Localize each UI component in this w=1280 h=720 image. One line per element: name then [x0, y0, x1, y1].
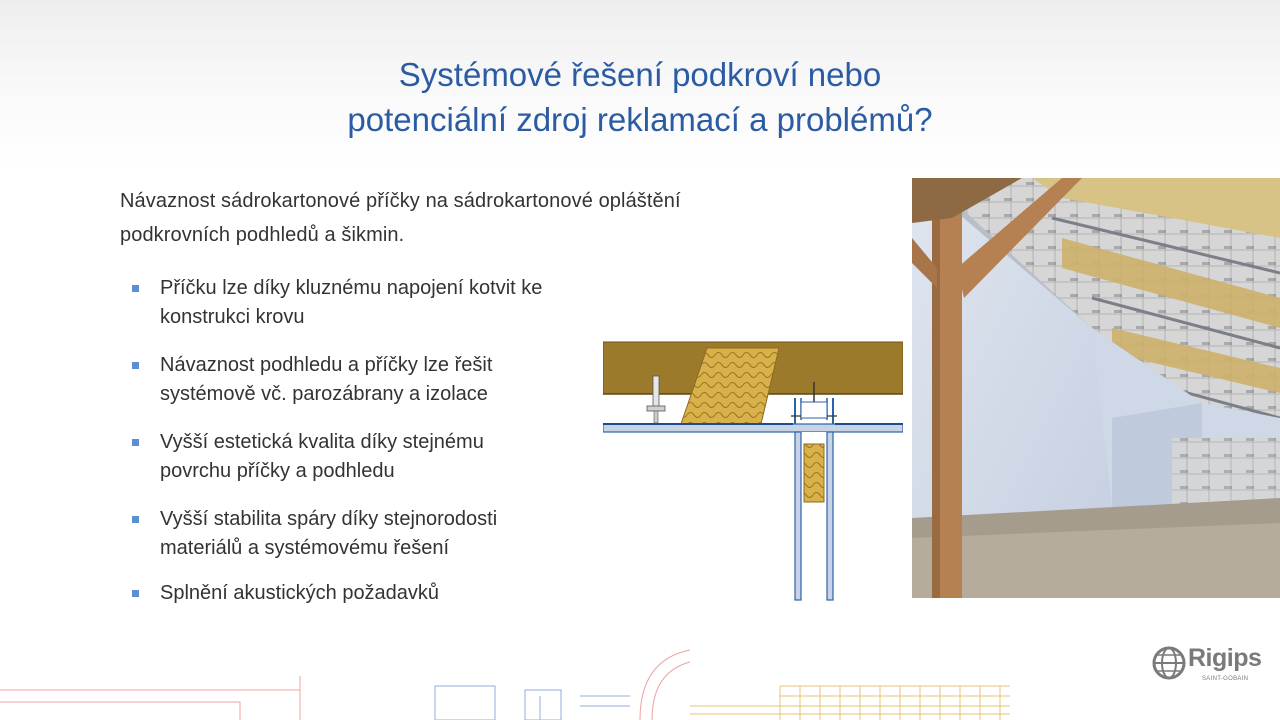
bullet-text — [160, 579, 580, 608]
bullet-square-icon — [132, 362, 139, 369]
bullet-line: konstrukci krovu — [160, 306, 305, 328]
bullet-text — [160, 428, 580, 486]
bullet-line: materiálů a systémovému řešení — [160, 537, 450, 559]
bullet-square-icon — [132, 439, 139, 446]
logo-subtitle: SAINT-GOBAIN — [1202, 676, 1249, 682]
bullet-item — [130, 274, 640, 332]
bullet-text — [160, 274, 640, 332]
intro-text — [120, 184, 820, 252]
bullet-line: Vyšší stabilita spáry díky stejnorodosti — [160, 508, 498, 530]
bullet-line: povrchu příčky a podhledu — [160, 460, 395, 482]
bullet-item — [130, 428, 580, 486]
partition-wall — [795, 432, 833, 600]
bullet-line: Příčku lze díky kluznému napojení kotvit ke — [160, 277, 543, 299]
title-line-1: Systémové řešení podkroví nebo — [398, 56, 882, 93]
bullet-square-icon — [132, 590, 139, 597]
construction-detail-diagram — [603, 340, 903, 602]
footer-line-art — [0, 640, 1030, 720]
bullet-item — [130, 351, 580, 409]
bullet-square-icon — [132, 285, 139, 292]
bullet-line: Vyšší estetická kvalita díky stejnému — [160, 431, 484, 453]
attic-photo — [912, 178, 1280, 598]
intro-line-2: podkrovních podhledů a šikmin. — [120, 224, 405, 246]
bullet-text — [160, 505, 600, 563]
bullet-line: Splnění akustických požadavků — [160, 582, 440, 604]
bullet-line: systémově vč. parozábrany a izolace — [160, 383, 488, 405]
title-line-2: potenciální zdroj reklamací a problémů? — [347, 101, 933, 138]
rigips-logo — [1150, 642, 1262, 690]
bullet-square-icon — [132, 516, 139, 523]
slide-title — [240, 52, 1040, 142]
logo-wordmark: Rigips — [1188, 644, 1262, 672]
bullet-item — [130, 579, 580, 608]
ceiling-board — [603, 424, 903, 432]
bullet-line: Návaznost podhledu a příčky lze řešit — [160, 354, 493, 376]
bullet-text — [160, 351, 580, 409]
top-wall-profile — [791, 398, 837, 424]
intro-line-1: Návaznost sádrokartonové příčky na sádrokartonové opláštění — [120, 190, 681, 212]
rigips-globe-icon — [1152, 646, 1186, 680]
bullet-item — [130, 505, 600, 563]
